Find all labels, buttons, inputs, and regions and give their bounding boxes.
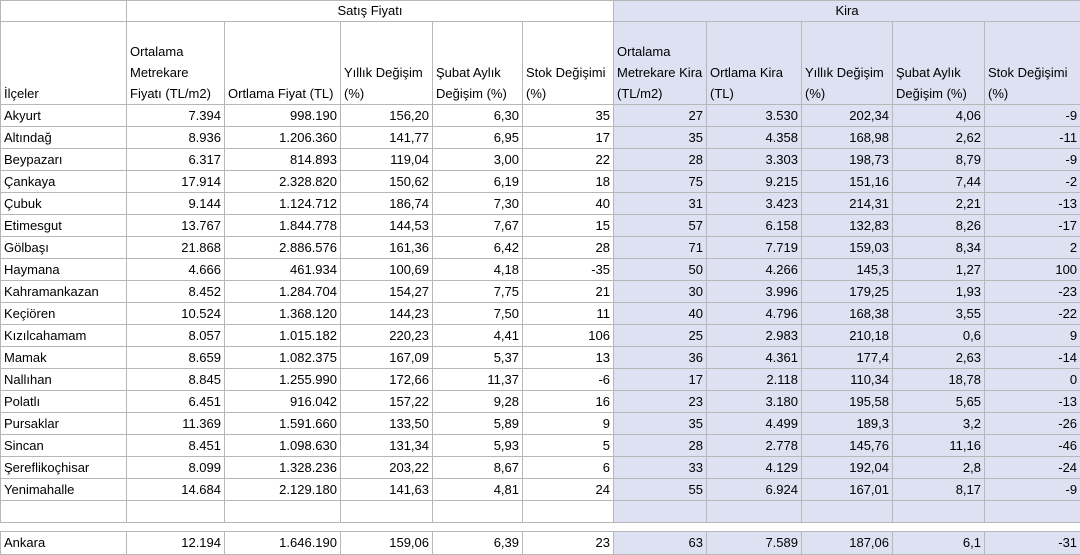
cell-sale-stock-change: 106 — [523, 325, 614, 347]
cell-sale-sqm-price: 21.868 — [127, 237, 225, 259]
blank-cell — [225, 501, 341, 523]
cell-district: Polatlı — [1, 391, 127, 413]
cell-sale-avg-price: 814.893 — [225, 149, 341, 171]
column-header-sale-avg-price: Ortlama Fiyat (TL) — [225, 22, 341, 105]
cell-sale-stock-change: 9 — [523, 413, 614, 435]
column-header-sale-sqm-price: Ortalama Metrekare Fiyatı (TL/m2) — [127, 22, 225, 105]
cell-rent-sqm-price: 25 — [614, 325, 707, 347]
table-row — [1, 105, 1080, 127]
cell-rent-avg-price: 3.996 — [707, 281, 802, 303]
cell-sale-sqm-price: 13.767 — [127, 215, 225, 237]
cell-sale-feb-change: 5,93 — [433, 435, 523, 457]
cell-sale-sqm-price: 6.451 — [127, 391, 225, 413]
cell-sale-stock-change: 6 — [523, 457, 614, 479]
cell-sale-annual-change: 150,62 — [341, 171, 433, 193]
cell-district: Beypazarı — [1, 149, 127, 171]
blank-cell — [707, 501, 802, 523]
cell-sale-avg-price: 1.591.660 — [225, 413, 341, 435]
cell-sale-feb-change: 6,30 — [433, 105, 523, 127]
cell-rent-stock-change: -11 — [985, 127, 1080, 149]
cell-rent-annual-change: 177,4 — [802, 347, 893, 369]
table-row — [1, 149, 1080, 171]
cell-sale-stock-change: 13 — [523, 347, 614, 369]
cell-rent-sqm-price: 40 — [614, 303, 707, 325]
cell-sale-avg-price: 1.124.712 — [225, 193, 341, 215]
table-row — [1, 391, 1080, 413]
table-row — [1, 171, 1080, 193]
cell-rent-avg-price: 2.778 — [707, 435, 802, 457]
cell-sale-feb-change: 6,95 — [433, 127, 523, 149]
cell-sale-annual-change: 167,09 — [341, 347, 433, 369]
cell-district: Altındağ — [1, 127, 127, 149]
rent-group-header: Kira — [614, 1, 1080, 22]
blank-cell — [1, 501, 127, 523]
cell-rent-stock-change: 0 — [985, 369, 1080, 391]
cell-district: Ankara — [1, 532, 127, 555]
cell-rent-feb-change: 7,44 — [893, 171, 985, 193]
column-header-rent-avg-price: Ortlama Kira (TL) — [707, 22, 802, 105]
sale-group-header: Satış Fiyatı — [127, 1, 614, 22]
table-row — [1, 193, 1080, 215]
spacer-row — [1, 523, 1080, 532]
cell-sale-stock-change: 24 — [523, 479, 614, 501]
cell-sale-sqm-price: 4.666 — [127, 259, 225, 281]
cell-rent-feb-change: 8,17 — [893, 479, 985, 501]
cell-rent-feb-change: 1,93 — [893, 281, 985, 303]
cell-sale-stock-change: 21 — [523, 281, 614, 303]
spacer-cell — [1, 523, 1080, 532]
table-row — [1, 237, 1080, 259]
cell-sale-avg-price: 1.206.360 — [225, 127, 341, 149]
cell-rent-sqm-price: 50 — [614, 259, 707, 281]
cell-sale-avg-price: 1.368.120 — [225, 303, 341, 325]
cell-rent-sqm-price: 31 — [614, 193, 707, 215]
cell-sale-sqm-price: 8.936 — [127, 127, 225, 149]
cell-rent-sqm-price: 17 — [614, 369, 707, 391]
cell-rent-stock-change: 100 — [985, 259, 1080, 281]
cell-sale-stock-change: 22 — [523, 149, 614, 171]
cell-rent-avg-price: 6.158 — [707, 215, 802, 237]
cell-rent-annual-change: 110,34 — [802, 369, 893, 391]
cell-rent-feb-change: 2,62 — [893, 127, 985, 149]
cell-district: Akyurt — [1, 105, 127, 127]
cell-sale-stock-change: 18 — [523, 171, 614, 193]
cell-sale-annual-change: 203,22 — [341, 457, 433, 479]
cell-rent-avg-price: 3.180 — [707, 391, 802, 413]
cell-sale-sqm-price: 8.659 — [127, 347, 225, 369]
cell-rent-sqm-price: 57 — [614, 215, 707, 237]
cell-sale-avg-price: 1.646.190 — [225, 532, 341, 555]
table-row — [1, 215, 1080, 237]
cell-rent-annual-change: 198,73 — [802, 149, 893, 171]
cell-sale-sqm-price: 6.317 — [127, 149, 225, 171]
cell-rent-avg-price: 2.983 — [707, 325, 802, 347]
cell-sale-annual-change: 144,23 — [341, 303, 433, 325]
column-header-district: İlçeler — [1, 22, 127, 105]
cell-rent-stock-change: -46 — [985, 435, 1080, 457]
cell-rent-stock-change: -31 — [985, 532, 1080, 555]
blank-cell — [523, 501, 614, 523]
cell-sale-annual-change: 154,27 — [341, 281, 433, 303]
cell-rent-avg-price: 4.129 — [707, 457, 802, 479]
cell-rent-avg-price: 3.530 — [707, 105, 802, 127]
cell-rent-annual-change: 168,98 — [802, 127, 893, 149]
cell-sale-feb-change: 4,81 — [433, 479, 523, 501]
group-header-row — [1, 1, 1080, 22]
cell-rent-stock-change: -13 — [985, 391, 1080, 413]
column-header-rent-stock-change: Stok Değişimi (%) — [985, 22, 1080, 105]
cell-sale-avg-price: 1.328.236 — [225, 457, 341, 479]
cell-rent-feb-change: 0,6 — [893, 325, 985, 347]
cell-sale-annual-change: 157,22 — [341, 391, 433, 413]
cell-district: Etimesgut — [1, 215, 127, 237]
cell-district: Haymana — [1, 259, 127, 281]
cell-sale-sqm-price: 14.684 — [127, 479, 225, 501]
cell-sale-feb-change: 7,75 — [433, 281, 523, 303]
blank-cell — [341, 501, 433, 523]
cell-rent-sqm-price: 35 — [614, 127, 707, 149]
cell-district: Keçiören — [1, 303, 127, 325]
cell-rent-feb-change: 8,34 — [893, 237, 985, 259]
cell-sale-avg-price: 1.082.375 — [225, 347, 341, 369]
cell-sale-stock-change: 28 — [523, 237, 614, 259]
cell-sale-avg-price: 461.934 — [225, 259, 341, 281]
cell-rent-avg-price: 4.796 — [707, 303, 802, 325]
cell-rent-avg-price: 6.924 — [707, 479, 802, 501]
cell-rent-sqm-price: 71 — [614, 237, 707, 259]
cell-rent-feb-change: 3,55 — [893, 303, 985, 325]
cell-rent-feb-change: 8,79 — [893, 149, 985, 171]
column-header-rent-annual-change: Yıllık Değişim (%) — [802, 22, 893, 105]
cell-sale-avg-price: 1.284.704 — [225, 281, 341, 303]
cell-rent-avg-price: 9.215 — [707, 171, 802, 193]
cell-sale-avg-price: 1.255.990 — [225, 369, 341, 391]
column-header-sale-annual-change: Yıllık Değişim (%) — [341, 22, 433, 105]
cell-sale-annual-change: 144,53 — [341, 215, 433, 237]
cell-sale-sqm-price: 10.524 — [127, 303, 225, 325]
blank-cell — [893, 501, 985, 523]
cell-district: Çankaya — [1, 171, 127, 193]
cell-rent-avg-price: 4.358 — [707, 127, 802, 149]
cell-sale-sqm-price: 8.845 — [127, 369, 225, 391]
table-row — [1, 347, 1080, 369]
cell-rent-sqm-price: 27 — [614, 105, 707, 127]
cell-sale-feb-change: 8,67 — [433, 457, 523, 479]
cell-rent-feb-change: 8,26 — [893, 215, 985, 237]
cell-sale-annual-change: 161,36 — [341, 237, 433, 259]
cell-sale-annual-change: 141,77 — [341, 127, 433, 149]
cell-rent-feb-change: 3,2 — [893, 413, 985, 435]
table-row — [1, 281, 1080, 303]
blank-cell — [433, 501, 523, 523]
table-row — [1, 303, 1080, 325]
cell-sale-avg-price: 1.844.778 — [225, 215, 341, 237]
cell-sale-annual-change: 133,50 — [341, 413, 433, 435]
cell-rent-avg-price: 4.499 — [707, 413, 802, 435]
column-header-row — [1, 22, 1080, 105]
cell-rent-feb-change: 2,21 — [893, 193, 985, 215]
table-row — [1, 259, 1080, 281]
cell-rent-stock-change: -23 — [985, 281, 1080, 303]
cell-sale-sqm-price: 17.914 — [127, 171, 225, 193]
cell-sale-feb-change: 6,39 — [433, 532, 523, 555]
cell-sale-avg-price: 1.098.630 — [225, 435, 341, 457]
cell-sale-feb-change: 7,50 — [433, 303, 523, 325]
cell-rent-feb-change: 6,1 — [893, 532, 985, 555]
blank-row — [1, 501, 1080, 523]
cell-district: Sincan — [1, 435, 127, 457]
cell-rent-sqm-price: 75 — [614, 171, 707, 193]
cell-sale-annual-change: 172,66 — [341, 369, 433, 391]
cell-sale-sqm-price: 11.369 — [127, 413, 225, 435]
cell-rent-sqm-price: 63 — [614, 532, 707, 555]
table-row — [1, 127, 1080, 149]
cell-rent-annual-change: 132,83 — [802, 215, 893, 237]
cell-sale-stock-change: 15 — [523, 215, 614, 237]
cell-rent-stock-change: -26 — [985, 413, 1080, 435]
cell-rent-annual-change: 145,3 — [802, 259, 893, 281]
cell-sale-stock-change: 16 — [523, 391, 614, 413]
cell-rent-annual-change: 210,18 — [802, 325, 893, 347]
cell-rent-sqm-price: 35 — [614, 413, 707, 435]
cell-rent-stock-change: -24 — [985, 457, 1080, 479]
blank-cell — [985, 501, 1080, 523]
cell-rent-feb-change: 2,8 — [893, 457, 985, 479]
table-row — [1, 369, 1080, 391]
table-row — [1, 325, 1080, 347]
cell-rent-annual-change: 159,03 — [802, 237, 893, 259]
cell-sale-feb-change: 6,19 — [433, 171, 523, 193]
cell-sale-feb-change: 6,42 — [433, 237, 523, 259]
cell-sale-feb-change: 4,18 — [433, 259, 523, 281]
cell-rent-avg-price: 7.589 — [707, 532, 802, 555]
column-header-sale-stock-change: Stok Değişimi (%) — [523, 22, 614, 105]
cell-sale-annual-change: 131,34 — [341, 435, 433, 457]
cell-sale-stock-change: 17 — [523, 127, 614, 149]
cell-rent-annual-change: 179,25 — [802, 281, 893, 303]
cell-sale-avg-price: 1.015.182 — [225, 325, 341, 347]
total-row — [1, 532, 1080, 555]
cell-rent-annual-change: 151,16 — [802, 171, 893, 193]
cell-rent-stock-change: -22 — [985, 303, 1080, 325]
cell-rent-avg-price: 3.423 — [707, 193, 802, 215]
cell-sale-avg-price: 916.042 — [225, 391, 341, 413]
cell-rent-sqm-price: 23 — [614, 391, 707, 413]
cell-rent-feb-change: 2,63 — [893, 347, 985, 369]
cell-sale-feb-change: 4,41 — [433, 325, 523, 347]
cell-rent-annual-change: 145,76 — [802, 435, 893, 457]
cell-sale-annual-change: 141,63 — [341, 479, 433, 501]
cell-sale-sqm-price: 8.057 — [127, 325, 225, 347]
table-row — [1, 435, 1080, 457]
cell-rent-annual-change: 168,38 — [802, 303, 893, 325]
table-row — [1, 457, 1080, 479]
cell-rent-annual-change: 187,06 — [802, 532, 893, 555]
cell-district: Pursaklar — [1, 413, 127, 435]
cell-sale-avg-price: 2.886.576 — [225, 237, 341, 259]
cell-rent-stock-change: -9 — [985, 149, 1080, 171]
cell-sale-stock-change: -35 — [523, 259, 614, 281]
cell-rent-stock-change: 9 — [985, 325, 1080, 347]
cell-sale-feb-change: 9,28 — [433, 391, 523, 413]
cell-sale-sqm-price: 9.144 — [127, 193, 225, 215]
blank-cell — [802, 501, 893, 523]
cell-district: Çubuk — [1, 193, 127, 215]
cell-sale-stock-change: -6 — [523, 369, 614, 391]
cell-rent-sqm-price: 28 — [614, 149, 707, 171]
cell-rent-annual-change: 202,34 — [802, 105, 893, 127]
cell-rent-stock-change: -9 — [985, 479, 1080, 501]
cell-rent-avg-price: 2.118 — [707, 369, 802, 391]
cell-rent-feb-change: 11,16 — [893, 435, 985, 457]
cell-rent-avg-price: 4.361 — [707, 347, 802, 369]
cell-rent-avg-price: 3.303 — [707, 149, 802, 171]
cell-rent-avg-price: 7.719 — [707, 237, 802, 259]
cell-district: Nallıhan — [1, 369, 127, 391]
cell-rent-feb-change: 1,27 — [893, 259, 985, 281]
cell-rent-stock-change: 2 — [985, 237, 1080, 259]
cell-rent-feb-change: 5,65 — [893, 391, 985, 413]
cell-district: Mamak — [1, 347, 127, 369]
column-header-rent-sqm-price: Ortalama Metrekare Kira (TL/m2) — [614, 22, 707, 105]
cell-sale-feb-change: 7,67 — [433, 215, 523, 237]
cell-sale-sqm-price: 8.099 — [127, 457, 225, 479]
cell-rent-stock-change: -14 — [985, 347, 1080, 369]
cell-district: Gölbaşı — [1, 237, 127, 259]
cell-rent-sqm-price: 33 — [614, 457, 707, 479]
cell-district: Kahramankazan — [1, 281, 127, 303]
cell-sale-stock-change: 23 — [523, 532, 614, 555]
cell-rent-sqm-price: 28 — [614, 435, 707, 457]
cell-rent-avg-price: 4.266 — [707, 259, 802, 281]
cell-sale-annual-change: 119,04 — [341, 149, 433, 171]
cell-sale-avg-price: 2.129.180 — [225, 479, 341, 501]
cell-sale-feb-change: 3,00 — [433, 149, 523, 171]
cell-sale-annual-change: 220,23 — [341, 325, 433, 347]
cell-sale-sqm-price: 8.452 — [127, 281, 225, 303]
cell-rent-feb-change: 18,78 — [893, 369, 985, 391]
cell-rent-annual-change: 214,31 — [802, 193, 893, 215]
cell-rent-stock-change: -17 — [985, 215, 1080, 237]
column-header-sale-feb-change: Şubat Aylık Değişim (%) — [433, 22, 523, 105]
cell-rent-sqm-price: 36 — [614, 347, 707, 369]
cell-rent-sqm-price: 55 — [614, 479, 707, 501]
cell-sale-feb-change: 7,30 — [433, 193, 523, 215]
table-row — [1, 479, 1080, 501]
cell-sale-annual-change: 100,69 — [341, 259, 433, 281]
cell-rent-stock-change: -2 — [985, 171, 1080, 193]
cell-sale-feb-change: 5,37 — [433, 347, 523, 369]
cell-sale-stock-change: 5 — [523, 435, 614, 457]
cell-rent-annual-change: 195,58 — [802, 391, 893, 413]
cell-rent-feb-change: 4,06 — [893, 105, 985, 127]
cell-rent-stock-change: -9 — [985, 105, 1080, 127]
cell-sale-avg-price: 998.190 — [225, 105, 341, 127]
cell-district: Kızılcahamam — [1, 325, 127, 347]
blank-cell — [127, 501, 225, 523]
blank-cell — [614, 501, 707, 523]
cell-sale-sqm-price: 12.194 — [127, 532, 225, 555]
cell-rent-annual-change: 192,04 — [802, 457, 893, 479]
cell-sale-annual-change: 159,06 — [341, 532, 433, 555]
cell-sale-stock-change: 11 — [523, 303, 614, 325]
cell-sale-annual-change: 156,20 — [341, 105, 433, 127]
cell-sale-feb-change: 5,89 — [433, 413, 523, 435]
cell-district: Şereflikoçhisar — [1, 457, 127, 479]
cell-rent-sqm-price: 30 — [614, 281, 707, 303]
cell-sale-sqm-price: 8.451 — [127, 435, 225, 457]
cell-sale-avg-price: 2.328.820 — [225, 171, 341, 193]
cell-district: Yenimahalle — [1, 479, 127, 501]
cell-rent-annual-change: 189,3 — [802, 413, 893, 435]
table-row — [1, 413, 1080, 435]
column-header-rent-feb-change: Şubat Aylık Değişim (%) — [893, 22, 985, 105]
cell-sale-annual-change: 186,74 — [341, 193, 433, 215]
cell-sale-sqm-price: 7.394 — [127, 105, 225, 127]
cell-rent-annual-change: 167,01 — [802, 479, 893, 501]
corner-cell — [1, 1, 127, 22]
cell-sale-stock-change: 40 — [523, 193, 614, 215]
cell-sale-feb-change: 11,37 — [433, 369, 523, 391]
cell-sale-stock-change: 35 — [523, 105, 614, 127]
cell-rent-stock-change: -13 — [985, 193, 1080, 215]
